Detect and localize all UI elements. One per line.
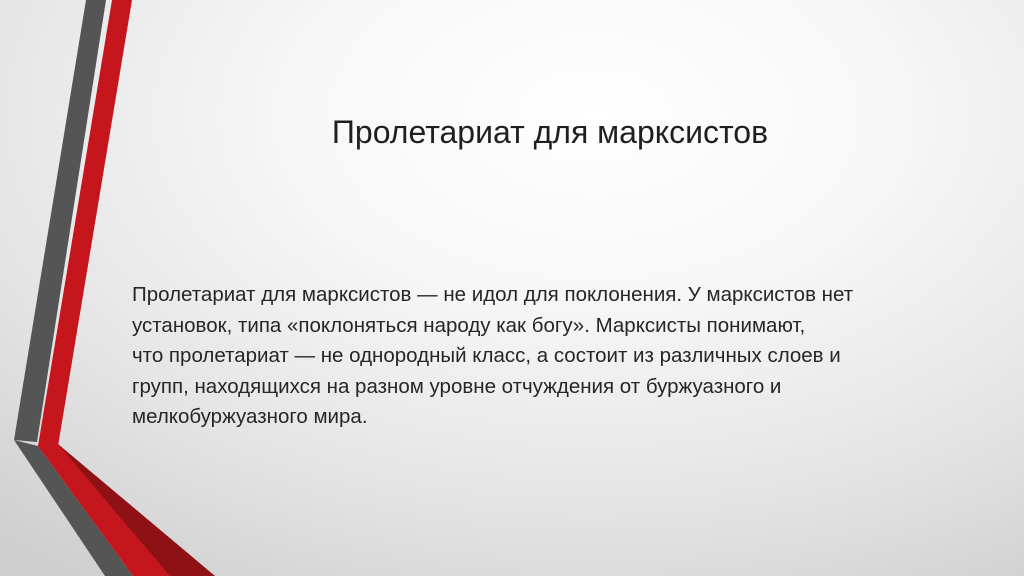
slide-body-text bbox=[132, 280, 962, 433]
body-line: Пролетариат для марксистов — не идол для поклонения. У марксистов нет bbox=[132, 283, 854, 306]
body-line: что пролетариат — не однородный класс, а состоит из различных слоев и bbox=[132, 344, 841, 367]
body-line: установок, типа «поклоняться народу как богу». Марксисты понимают, bbox=[132, 313, 806, 337]
slide-title: Пролетариат для марксистов bbox=[331, 114, 769, 150]
body-line: мелкобуржуазного мира. bbox=[132, 405, 368, 428]
body-line: групп, находящихся на разном уровне отчуждения от буржуазного и bbox=[132, 374, 782, 398]
